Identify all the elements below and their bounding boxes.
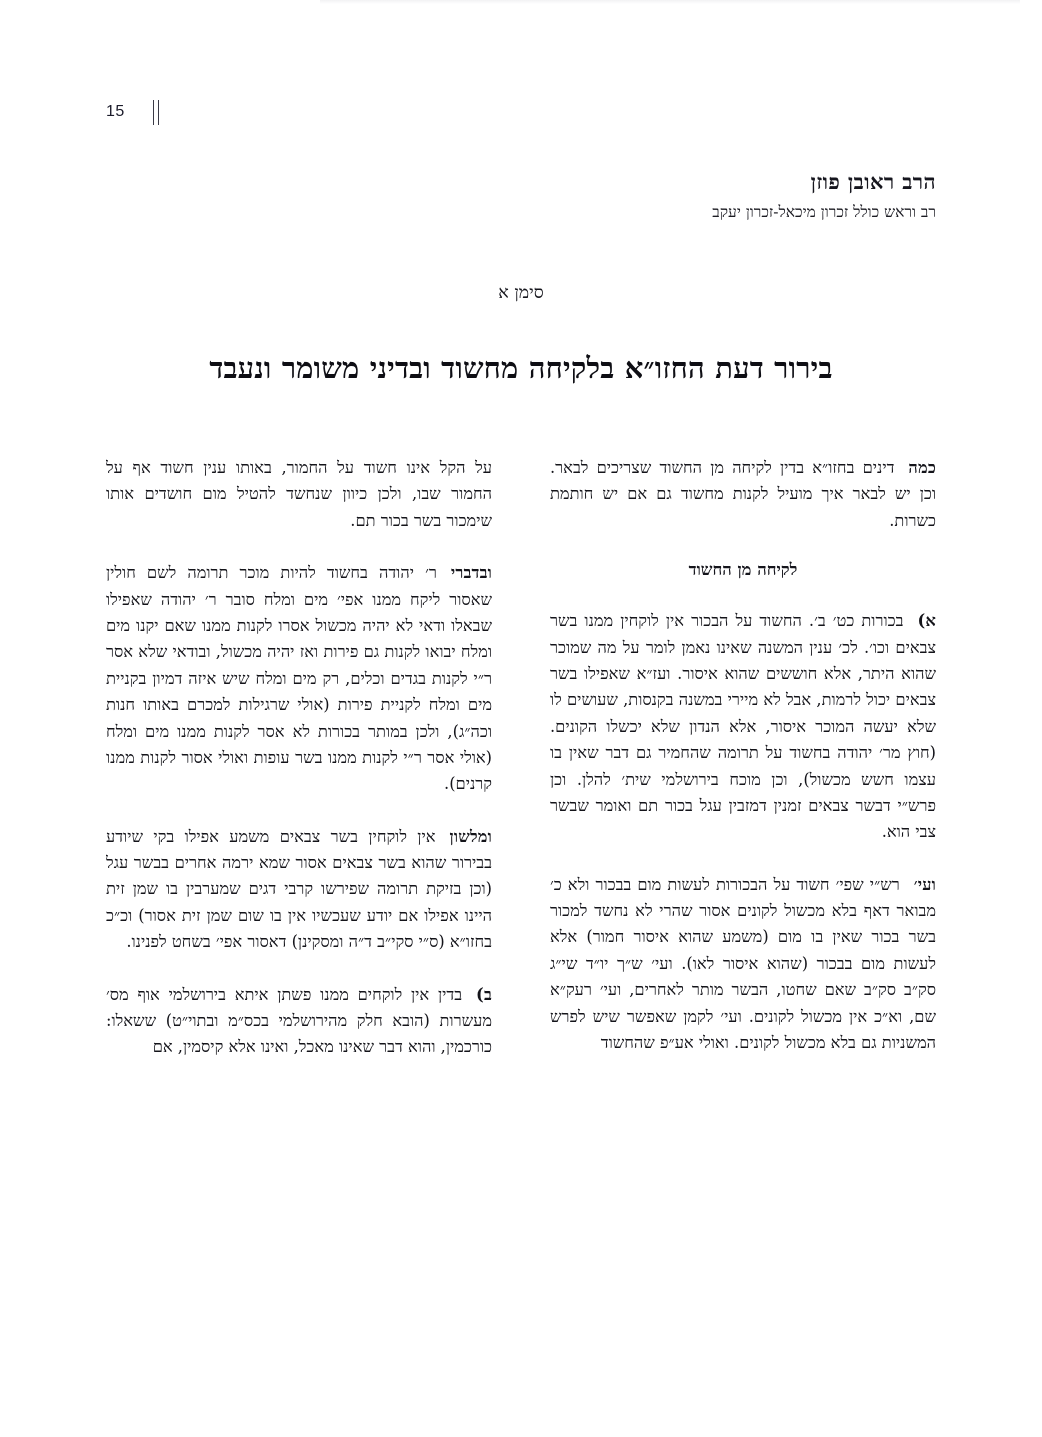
- folio-bar-2: [158, 100, 159, 125]
- opening-lead-word: כמה: [908, 458, 936, 477]
- paragraph-umilshon-text: אין לוקחין בשר צבאים משמע אפילו בקי שיודע בבירור שהוא בשר צבאים אסור שמא ירמה אחרים בבשר עגל (וכן בזיקת תרומה שפירשו קרבי דגים שמערבין בו שמן זית היינו אפילו אם יודע שעכשיו אין בו שום שמן זית אסור) וכ״כ בחזו״א (ס״י סקי״ב ד״ה ומסקינן) דאסור אפי׳ בשחט לפנינו.: [106, 826, 492, 952]
- paragraph-marker-vayi: ועי׳: [913, 874, 936, 894]
- page-title: בירור דעת החזו״א בלקיחה מחשוד ובדיני משומר ונעבד: [209, 351, 833, 386]
- siman-label: סימן א: [498, 283, 544, 303]
- paragraph-uvdivrei: [106, 560, 492, 798]
- author-block: [712, 168, 936, 223]
- paragraph-marker-uvdivrei: ובדברי: [450, 563, 492, 583]
- folio-marker: [106, 99, 159, 125]
- author-role: רב וראש כולל זכרון מיכאל-זכרון יעקב: [712, 203, 936, 222]
- paragraph-continuation: [106, 455, 492, 534]
- paragraph-vayi-text: רש״י שפי׳ חשוד על הבכורות לעשות מום בבכור ולא כ׳ מבואר דאף בלא מכשול לקונים אסור שהרי לא נחשד למכור בשר בכור שאין בו מום (משמע שהוא איסור חמור) אלא לעשות מום בבכור (שהוא איסור לאו). ועי׳ ש״ך יו״ד שי״ג סק״ב סק״ב שאם שחטו, הבשר מותר לאחרים, ועי׳ רעק״א שם, וא״כ אין מכשול לקונים. ועי׳ לקמן שאפשר שיש לפרש המשניות גם בלא מכשול לקונים. ואולי אע״פ שהחשוד: [550, 874, 936, 1053]
- column-right: [550, 455, 936, 1295]
- paragraph-alef-text: בכורות כט׳ ב׳. החשוד על הבכור אין לוקחין ממנו בשר צבאים וכו׳. לכ׳ ענין המשנה שאינו נאמן לומר על מה שמוכר שהוא היתר, אלא חוששים שהוא איסור. ועז״א שאפילו בשר צבאים יכול לרמות, אבל לא מיירי במשנה בקנסות, שעושים לו שלא יעשה המוכר איסור, אלא הנדון שלא יכשלו הקונים. (חוץ מר׳ יהודה בחשוד על תרומה שהחמיר גם דבר שאין בו עצמו חשש מכשול), וכן מוכח בירושלמי שית׳ להלן. וכן פרש״י דבשר צבאים זמנין דמזבין עגל בכור תם ואומר שבשר צבי הוא.: [550, 611, 936, 842]
- paragraph-marker-umilshon: ומלשון: [449, 826, 492, 846]
- column-left: [106, 455, 492, 1295]
- scan-top-strip: [320, 0, 1020, 4]
- opening-text: דינים בחזו״א בדין לקיחה מן החשוד שצריכים לבאר. וכן יש לבאר איך מועיל לקנות מחשוד גם אם יש חותמת כשרות.: [550, 458, 936, 530]
- paragraph-marker-alef: א): [917, 611, 936, 631]
- two-column-layout: [106, 455, 936, 1295]
- paragraph-continuation-text: על הקל אינו חשוד על החמור, באותו ענין חשוד אף על החמור שבו, ולכן כיוון שנחשד להטיל מום חושדים אותו שימכור בשר בכור תם.: [106, 458, 492, 530]
- paragraph-alef: [550, 608, 936, 846]
- section-heading: לקיחה מן החשוד: [688, 560, 798, 580]
- article-body: [106, 455, 936, 1295]
- author-name: הרב ראובן פוזן: [810, 169, 936, 194]
- paragraph-umilshon: [106, 824, 492, 956]
- paragraph-bet-text: בדין אין לוקחים ממנו פשתן איתא בירושלמי אוף מס׳ מעשרות (הובא חלק מהירושלמי בכס״מ ובתוי״ט) ששאלו: כורכמין, והוא דבר שאינו מאכל, ואינו אלא קיסמין, אם: [106, 984, 492, 1057]
- paragraph-uvdivrei-text: ר׳ יהודה בחשוד להיות מוכר תרומה לשם חולין שאסור ליקח ממנו אפי׳ מים ומלח סובר ר׳ יהודה שאפילו שבאלו ודאי לא יהיה מכשול אסרו לקנות ממנו שאם יקנו מים ומלח יבואו לקנות גם פירות ואז יהיה מכשול, ובודאי שלא אסר ר״י לקנות בגדים וכלים, רק מים ומלח שיש איזה דמיון בקניית מים ומלח לקניית פירות (אולי שרגילות למכרם באותו חנות וכה״ג), ולכן במותר בכורות לא אסר לקנות ממנו מים ומלח (אולי אסר ר״י לקנות ממנו בשר עופות ואולי אסור לקנות ממנו קרנים).: [106, 563, 492, 794]
- paragraph-bet: [106, 982, 492, 1061]
- folio-bar-1: [153, 100, 154, 125]
- paragraph-vayi: [550, 872, 936, 1057]
- folio-rule-bars: [153, 100, 159, 125]
- page-number: 15: [106, 103, 125, 120]
- paragraph-marker-bet: ב): [476, 984, 492, 1004]
- opening-paragraph: [550, 455, 936, 534]
